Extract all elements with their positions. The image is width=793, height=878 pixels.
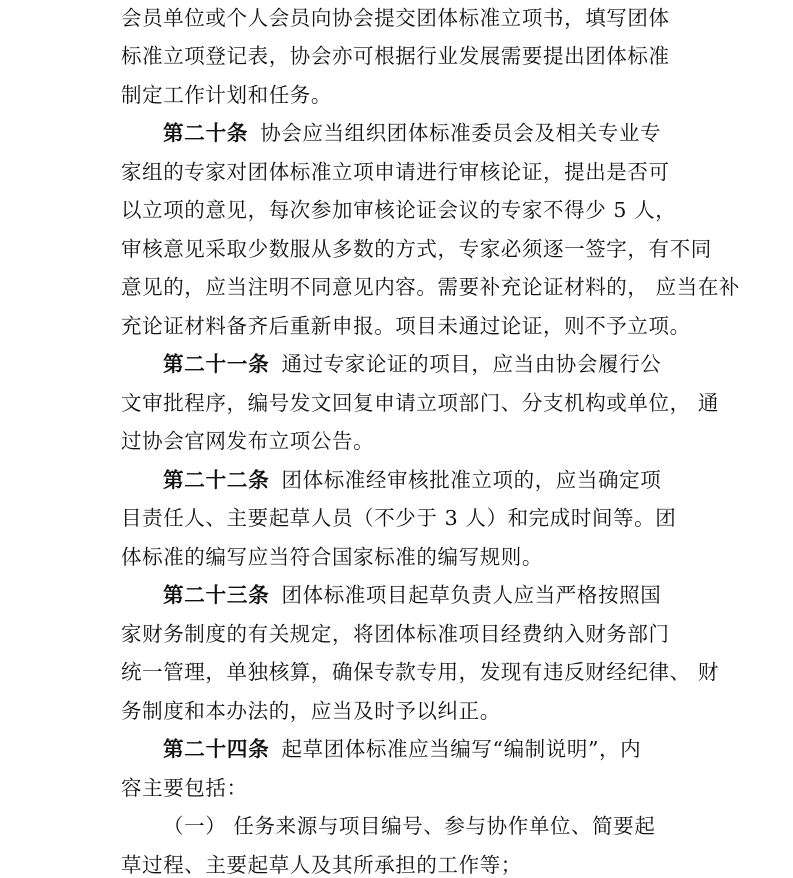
text-line: 统一管理，单独核算，确保专款专用，发现有违反财经纪律、 财 [121,660,719,684]
text-line: 意见的，应当注明不同意见内容。需要补充论证材料的， 应当在补 [121,275,741,299]
text-line: 制定工作计划和任务。 [121,83,332,107]
article-21-text: 通过专家论证的项目，应当由协会履行公 [281,352,662,376]
article-22-title: 第二十二条 [163,468,270,492]
article-22-text: 团体标准经审核批准立项的，应当确定项 [281,468,662,492]
text-line: 以立项的意见，每次参加审核论证会议的专家不得少 5 人， [121,198,677,222]
text-line: 文审批程序，编号发文回复申请立项部门、分支机构或单位， 通 [121,391,719,415]
text-line: 会员单位或个人会员向协会提交团体标准立项书，填写团体 [121,6,670,30]
article-21-first-line [163,351,743,377]
item-1-line: （一） 任务来源与项目编号、参与协作单位、简要起 [163,814,656,838]
text-line: 体标准的编写应当符合国家标准的编写规则。 [121,545,543,569]
text-line: 目责任人、主要起草人员（不少于 3 人）和完成时间等。团 [121,506,677,530]
article-23-title: 第二十三条 [163,583,270,607]
article-22-first-line [163,467,743,493]
article-20-first-line [163,120,743,146]
text-line: 务制度和本办法的，应当及时予以纠正。 [121,699,501,723]
article-20-title: 第二十条 [163,121,249,145]
article-24-title: 第二十四条 [163,737,270,761]
text-line: 草过程、主要起草人及其所承担的工作等； [121,853,522,877]
article-20-text: 协会应当组织团体标准委员会及相关专业专 [260,121,662,145]
text-line: 家组的专家对团体标准立项申请进行审核论证，提出是否可 [121,160,670,184]
article-24-text: 起草团体标准应当编写“编制说明”，内 [281,737,642,761]
text-line: 家财务制度的有关规定，将团体标准项目经费纳入财务部门 [121,622,670,646]
text-line: 标准立项登记表，协会亦可根据行业发展需要提出团体标准 [121,44,670,68]
article-23-text: 团体标准项目起草负责人应当严格按照国 [281,583,662,607]
text-line: 过协会官网发布立项公告。 [121,429,375,453]
article-23-first-line [163,582,743,608]
article-24-first-line [163,736,743,762]
text-line: 审核意见采取少数服从多数的方式，专家必须逐一签字，有不同 [121,237,712,261]
text-line: 容主要包括： [121,776,248,800]
article-21-title: 第二十一条 [163,352,270,376]
text-line: 充论证材料备齐后重新申报。项目未通过论证，则不予立项。 [121,314,691,338]
